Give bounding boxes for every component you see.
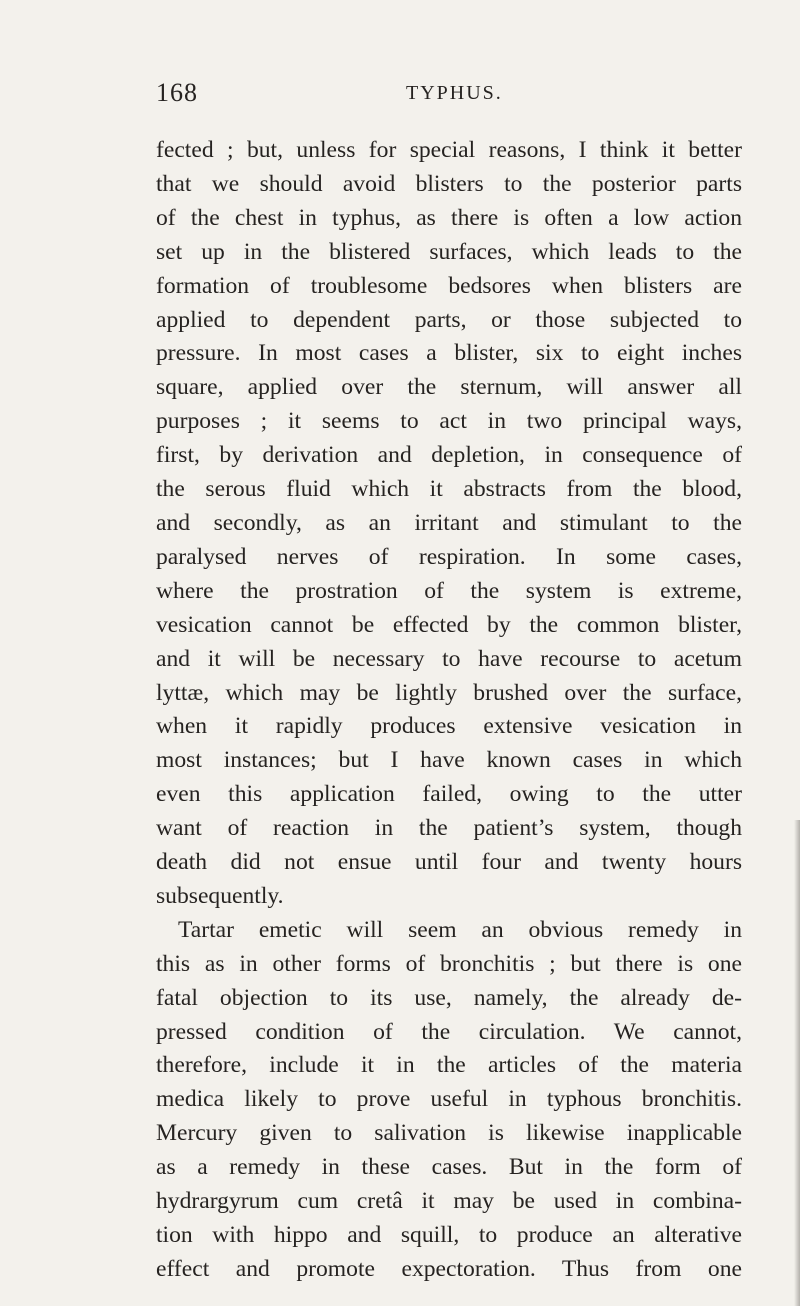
page-number: 168 — [156, 78, 198, 107]
text-line: fected ; but, unless for special reasons, I think it better — [156, 137, 742, 163]
running-title: TYPHUS. — [406, 82, 503, 104]
text-line: pressure. In most cases a blister, six to eight inches — [156, 340, 742, 367]
text-line: square, applied over the sternum, will answer all — [156, 374, 742, 401]
text-line: want of reaction in the patient’s system, though — [156, 815, 742, 842]
text-line: death did not ensue until four and twenty hours — [156, 849, 742, 876]
text-line: applied to dependent parts, or those subjected to — [156, 306, 742, 333]
text-line: pressed condition of the circulation. We cannot, — [156, 1018, 742, 1045]
text-line: where the prostration of the system is extreme, — [156, 577, 742, 604]
text-line: when it rapidly produces extensive vesication in — [156, 713, 742, 740]
text-line: formation of troublesome bedsores when blisters are — [156, 272, 742, 299]
text-line: this as in other forms of bronchitis ; but there is one — [156, 950, 742, 977]
text-line: Tartar emetic will seem an obvious remedy in — [178, 916, 742, 943]
text-line: most instances; but I have known cases in which — [156, 747, 742, 774]
text-line: tion with hippo and squill, to produce an alterative — [156, 1222, 742, 1248]
text-line: as a remedy in these cases. But in the form of — [156, 1154, 742, 1181]
text-line: paralysed nerves of respiration. In some cases, — [156, 543, 742, 570]
text-line: of the chest in typhus, as there is often a low action — [156, 204, 742, 231]
page-edge-shadow — [794, 820, 800, 1306]
text-line: hydrargyrum cum cretâ it may be used in combina- — [156, 1188, 742, 1215]
body-text — [156, 134, 742, 1287]
running-head — [156, 78, 742, 112]
text-line: therefore, include it in the articles of the materia — [156, 1052, 742, 1079]
text-line: and secondly, as an irritant and stimulant to the — [156, 509, 742, 536]
text-line: subsequently. — [156, 882, 284, 909]
text-line: even this application failed, owing to the utter — [156, 781, 742, 808]
text-line: effect and promote expectoration. Thus from one — [156, 1255, 742, 1282]
text-line: medica likely to prove useful in typhous bronchitis. — [156, 1086, 742, 1113]
text-line: Mercury given to salivation is likewise inapplicable — [156, 1120, 742, 1147]
text-line: first, by derivation and depletion, in consequence of — [156, 442, 742, 469]
text-line: that we should avoid blisters to the posterior parts — [156, 170, 742, 197]
text-line: the serous fluid which it abstracts from the blood, — [156, 476, 742, 503]
text-line: fatal objection to its use, namely, the already de- — [156, 984, 742, 1011]
text-line: vesication cannot be effected by the common blister, — [156, 611, 742, 638]
text-line: set up in the blistered surfaces, which leads to the — [156, 238, 742, 265]
text-line: purposes ; it seems to act in two principal ways, — [156, 408, 742, 435]
text-line: lyttæ, which may be lightly brushed over the surface, — [156, 679, 742, 706]
text-line: and it will be necessary to have recourse to acetum — [156, 645, 742, 672]
